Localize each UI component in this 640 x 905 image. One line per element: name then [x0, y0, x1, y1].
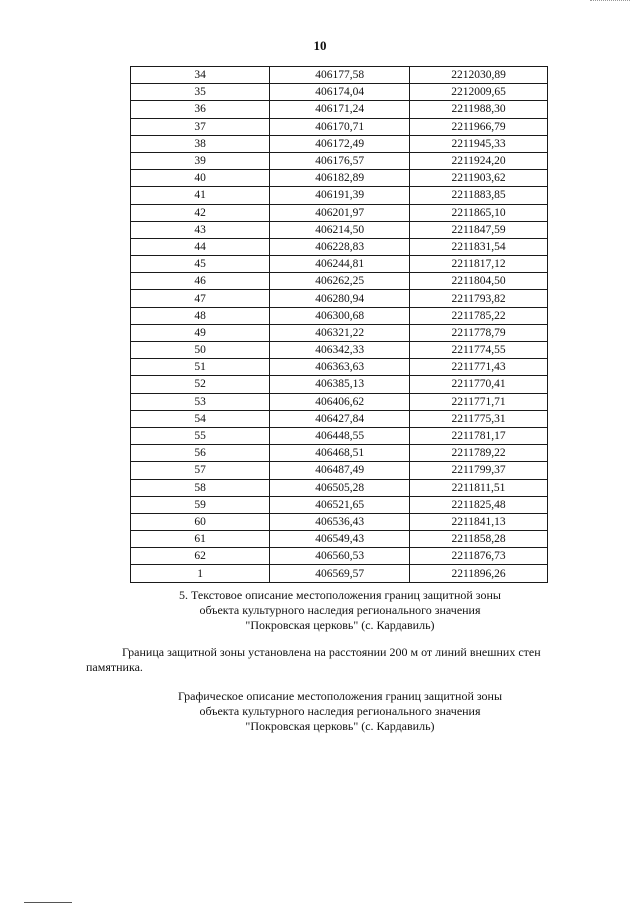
x-coordinate-cell: 406262,25 — [270, 273, 410, 290]
x-coordinate-cell: 406406,62 — [270, 393, 410, 410]
table-row — [131, 135, 548, 152]
point-number-cell: 48 — [131, 307, 270, 324]
point-number-cell: 40 — [131, 170, 270, 187]
y-coordinate-cell: 2211865,10 — [410, 204, 548, 221]
table-row — [131, 359, 548, 376]
y-coordinate-cell: 2211924,20 — [410, 152, 548, 169]
table-row — [131, 410, 548, 427]
boundary-description-line-2: памятника. — [86, 660, 143, 674]
point-number-cell: 62 — [131, 548, 270, 565]
x-coordinate-cell: 406549,43 — [270, 531, 410, 548]
table-row — [131, 84, 548, 101]
x-coordinate-cell: 406170,71 — [270, 118, 410, 135]
x-coordinate-cell: 406201,97 — [270, 204, 410, 221]
section-5-heading-line-3: "Покровская церковь" (с. Кардавиль) — [245, 618, 435, 632]
point-number-cell: 44 — [131, 238, 270, 255]
bottom-rule — [24, 902, 72, 903]
point-number-cell: 54 — [131, 410, 270, 427]
point-number-cell: 1 — [131, 565, 270, 582]
table-row — [131, 307, 548, 324]
table-row — [131, 238, 548, 255]
y-coordinate-cell: 2211799,37 — [410, 462, 548, 479]
graphic-description-heading — [100, 689, 580, 734]
y-coordinate-cell: 2211785,22 — [410, 307, 548, 324]
point-number-cell: 35 — [131, 84, 270, 101]
section-5-heading-line-1: 5. Текстовое описание местоположения границ защитной зоны — [179, 588, 501, 602]
y-coordinate-cell: 2211841,13 — [410, 513, 548, 530]
x-coordinate-cell: 406191,39 — [270, 187, 410, 204]
x-coordinate-cell: 406228,83 — [270, 238, 410, 255]
point-number-cell: 53 — [131, 393, 270, 410]
point-number-cell: 42 — [131, 204, 270, 221]
y-coordinate-cell: 2211903,62 — [410, 170, 548, 187]
x-coordinate-cell: 406569,57 — [270, 565, 410, 582]
x-coordinate-cell: 406363,63 — [270, 359, 410, 376]
table-row — [131, 204, 548, 221]
point-number-cell: 43 — [131, 221, 270, 238]
x-coordinate-cell: 406182,89 — [270, 170, 410, 187]
y-coordinate-cell: 2211778,79 — [410, 324, 548, 341]
table-row — [131, 170, 548, 187]
point-number-cell: 39 — [131, 152, 270, 169]
point-number-cell: 51 — [131, 359, 270, 376]
table-row — [131, 479, 548, 496]
coordinates-table — [130, 66, 548, 583]
x-coordinate-cell: 406487,49 — [270, 462, 410, 479]
y-coordinate-cell: 2211789,22 — [410, 445, 548, 462]
point-number-cell: 61 — [131, 531, 270, 548]
y-coordinate-cell: 2211825,48 — [410, 496, 548, 513]
x-coordinate-cell: 406342,33 — [270, 342, 410, 359]
coordinates-table-body — [131, 67, 548, 583]
point-number-cell: 55 — [131, 427, 270, 444]
scan-mark — [590, 0, 630, 3]
x-coordinate-cell: 406177,58 — [270, 67, 410, 84]
point-number-cell: 52 — [131, 376, 270, 393]
x-coordinate-cell: 406176,57 — [270, 152, 410, 169]
table-row — [131, 342, 548, 359]
x-coordinate-cell: 406505,28 — [270, 479, 410, 496]
point-number-cell: 36 — [131, 101, 270, 118]
table-row — [131, 67, 548, 84]
table-row — [131, 187, 548, 204]
page-number: 10 — [313, 38, 327, 53]
y-coordinate-cell: 2212009,65 — [410, 84, 548, 101]
table-row — [131, 273, 548, 290]
x-coordinate-cell: 406321,22 — [270, 324, 410, 341]
table-row — [131, 496, 548, 513]
x-coordinate-cell: 406300,68 — [270, 307, 410, 324]
point-number-cell: 49 — [131, 324, 270, 341]
table-row — [131, 513, 548, 530]
x-coordinate-cell: 406427,84 — [270, 410, 410, 427]
x-coordinate-cell: 406174,04 — [270, 84, 410, 101]
table-row — [131, 101, 548, 118]
table-row — [131, 462, 548, 479]
y-coordinate-cell: 2211771,71 — [410, 393, 548, 410]
point-number-cell: 58 — [131, 479, 270, 496]
x-coordinate-cell: 406214,50 — [270, 221, 410, 238]
y-coordinate-cell: 2211896,26 — [410, 565, 548, 582]
x-coordinate-cell: 406171,24 — [270, 101, 410, 118]
point-number-cell: 37 — [131, 118, 270, 135]
x-coordinate-cell: 406536,43 — [270, 513, 410, 530]
y-coordinate-cell: 2211966,79 — [410, 118, 548, 135]
y-coordinate-cell: 2212030,89 — [410, 67, 548, 84]
graphic-heading-line-2: объекта культурного наследия регионального значения — [199, 704, 481, 718]
y-coordinate-cell: 2211988,30 — [410, 101, 548, 118]
point-number-cell: 46 — [131, 273, 270, 290]
point-number-cell: 41 — [131, 187, 270, 204]
y-coordinate-cell: 2211804,50 — [410, 273, 548, 290]
y-coordinate-cell: 2211775,31 — [410, 410, 548, 427]
x-coordinate-cell: 406385,13 — [270, 376, 410, 393]
x-coordinate-cell: 406448,55 — [270, 427, 410, 444]
table-row — [131, 324, 548, 341]
point-number-cell: 34 — [131, 67, 270, 84]
table-row — [131, 376, 548, 393]
point-number-cell: 45 — [131, 256, 270, 273]
table-row — [131, 548, 548, 565]
table-row — [131, 565, 548, 582]
boundary-description — [86, 645, 596, 675]
y-coordinate-cell: 2211781,17 — [410, 427, 548, 444]
point-number-cell: 47 — [131, 290, 270, 307]
y-coordinate-cell: 2211771,43 — [410, 359, 548, 376]
x-coordinate-cell: 406244,81 — [270, 256, 410, 273]
table-row — [131, 427, 548, 444]
point-number-cell: 38 — [131, 135, 270, 152]
point-number-cell: 50 — [131, 342, 270, 359]
y-coordinate-cell: 2211883,85 — [410, 187, 548, 204]
point-number-cell: 60 — [131, 513, 270, 530]
graphic-heading-line-3: "Покровская церковь" (с. Кардавиль) — [245, 719, 435, 733]
table-row — [131, 118, 548, 135]
x-coordinate-cell: 406560,53 — [270, 548, 410, 565]
y-coordinate-cell: 2211876,73 — [410, 548, 548, 565]
y-coordinate-cell: 2211945,33 — [410, 135, 548, 152]
y-coordinate-cell: 2211811,51 — [410, 479, 548, 496]
point-number-cell: 57 — [131, 462, 270, 479]
x-coordinate-cell: 406468,51 — [270, 445, 410, 462]
table-row — [131, 290, 548, 307]
graphic-heading-line-1: Графическое описание местоположения границ защитной зоны — [177, 689, 503, 703]
point-number-cell: 59 — [131, 496, 270, 513]
table-row — [131, 531, 548, 548]
x-coordinate-cell: 406521,65 — [270, 496, 410, 513]
table-row — [131, 256, 548, 273]
y-coordinate-cell: 2211774,55 — [410, 342, 548, 359]
table-row — [131, 152, 548, 169]
y-coordinate-cell: 2211847,59 — [410, 221, 548, 238]
y-coordinate-cell: 2211770,41 — [410, 376, 548, 393]
x-coordinate-cell: 406172,49 — [270, 135, 410, 152]
section-5-heading — [100, 588, 580, 633]
y-coordinate-cell: 2211831,54 — [410, 238, 548, 255]
y-coordinate-cell: 2211858,28 — [410, 531, 548, 548]
table-row — [131, 221, 548, 238]
table-row — [131, 393, 548, 410]
table-row — [131, 445, 548, 462]
point-number-cell: 56 — [131, 445, 270, 462]
section-5-heading-line-2: объекта культурного наследия регионального значения — [199, 603, 481, 617]
y-coordinate-cell: 2211817,12 — [410, 256, 548, 273]
x-coordinate-cell: 406280,94 — [270, 290, 410, 307]
y-coordinate-cell: 2211793,82 — [410, 290, 548, 307]
boundary-description-line-1: Граница защитной зоны установлена на расстоянии 200 м от линий внешних стен — [122, 645, 541, 659]
